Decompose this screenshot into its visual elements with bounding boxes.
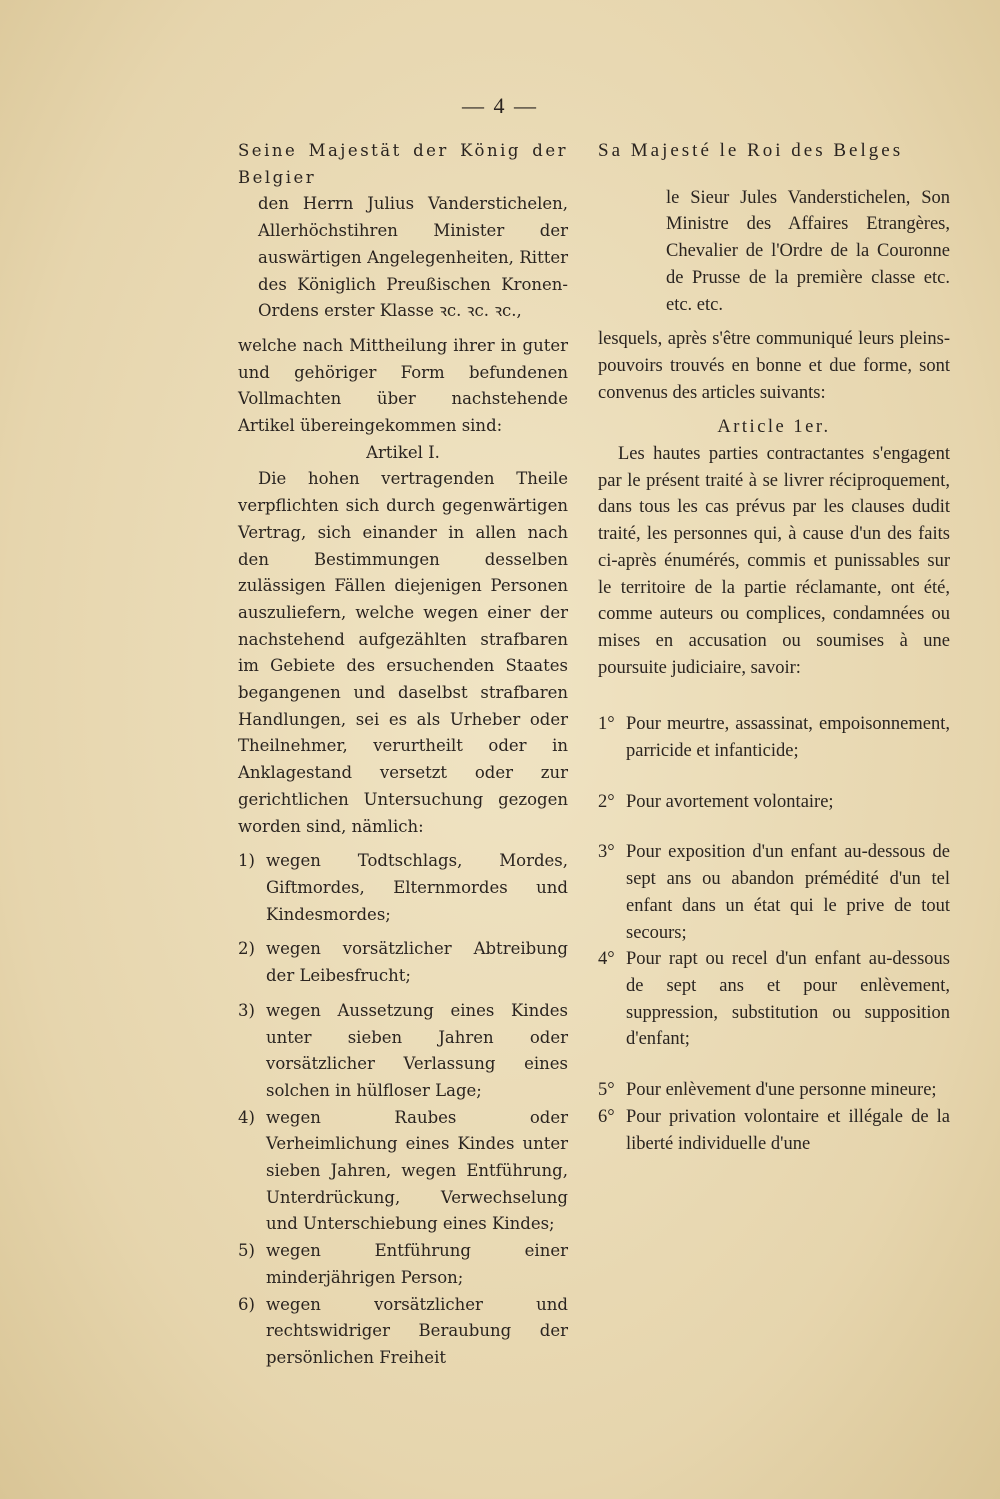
german-plenipotentiary: den Herrn Julius Vanderstichelen, Allerhöchstihren Minister der auswärtigen Angelegenheiten, Ritter des Königlich Preußischen Kronen-Ordens erster Klasse ꝛc. ꝛc. ꝛc., — [258, 194, 568, 321]
german-item-5: 5) wegen Entführung einer minderjährigen Person; — [238, 1241, 568, 1287]
german-item-6: 6) wegen vorsätzlicher und rechtswidriger Beraubung der persönlichen Freiheit — [238, 1294, 568, 1367]
german-sovereign: Seine Majestät der König der Belgier — [238, 141, 568, 187]
german-item-3: 3) wegen Aussetzung eines Kindes unter sieben Jahren oder vorsätzlicher Verlassung eines solchen in hülfloser Lage; — [238, 1000, 568, 1100]
page-number: — 4 — — [462, 93, 538, 118]
german-article-text: Die hohen vertragenden Theile verpflichten sich durch gegenwärtigen Vertrag, sich einander in allen nach den Bestimmungen desselben zulässigen Fällen diejenigen Personen auszuliefern, welche wegen einer der nachstehend aufgezählten strafbaren im Gebiete des ersuchenden Staates begangenen und daselbst strafbaren Handlungen, sei es als Urheber oder Theilnehmer, verurtheilt oder in Anklagestand versetzt oder zur gerichtlichen Untersuchung gezogen worden sind, nämlich: — [238, 469, 568, 836]
german-item-2: 2) wegen vorsätzlicher Abtreibung der Leibesfrucht; — [238, 939, 568, 986]
french-item-3: 3° Pour exposition d'un enfant au-dessous de sept ans ou abandon prémédité d'un tel enfant dans un état qui le prive de tout secours; — [598, 842, 950, 943]
french-plenipotentiary: le Sieur Jules Vanderstichelen, Son Ministre des Affaires Etrangères, Chevalier de l'Ordre de la Couronne de Prusse de la première classe etc. etc. etc. — [666, 187, 950, 315]
french-item-2: 2° Pour avortement volontaire; — [598, 791, 834, 812]
french-article-text: Les hautes parties contractantes s'engagent par le présent traité à se livrer réciproquement, dans tous les cas prévus par les clauses dudit traité, les personnes qui, à cause d'un des faits ci-après énumérés, commis et punissables sur le territoire de la partie réclamante, ont été, comme auteurs ou complices, condamnées ou mises en accusation ou soumises à une poursuite judiciaire, savoir: — [598, 444, 950, 678]
french-item-6: 6° Pour privation volontaire et illégale de la liberté individuelle d'une — [598, 1106, 950, 1154]
german-preamble: welche nach Mittheilung ihrer in guter und gehöriger Form befundenen Vollmachten über nachstehende Artikel übereingekommen sind: — [238, 335, 568, 436]
french-sovereign: Sa Majesté le Roi des Belges — [598, 140, 904, 161]
german-column — [238, 138, 568, 1372]
french-item-5: 5° Pour enlèvement d'une personne mineure; — [598, 1080, 937, 1101]
french-item-4: 4° Pour rapt ou recel d'un enfant au-dessous de sept ans et pour enlèvement, suppression, substitution ou supposition d'enfant; — [598, 949, 950, 1050]
german-item-1: 1) wegen Todtschlags, Mordes, Giftmordes, Elternmordes und Kindesmordes; — [238, 851, 568, 924]
french-article-heading: Article 1er. — [717, 417, 831, 438]
german-item-4: 4) wegen Raubes oder Verheimlichung eines Kindes unter sieben Jahren, wegen Entführung, Unterdrückung, Verwechselung und Unterschiebung eines Kindes; — [238, 1107, 568, 1234]
french-column — [598, 138, 950, 1157]
french-item-1: 1° Pour meurtre, assassinat, empoisonnement, parricide et infanticide; — [598, 714, 950, 762]
french-preamble: lesquels, après s'être communiqué leurs pleins-pouvoirs trouvés en bonne et due forme, sont convenus des articles suivants: — [598, 329, 950, 403]
german-article-heading: Artikel I. — [366, 442, 440, 462]
